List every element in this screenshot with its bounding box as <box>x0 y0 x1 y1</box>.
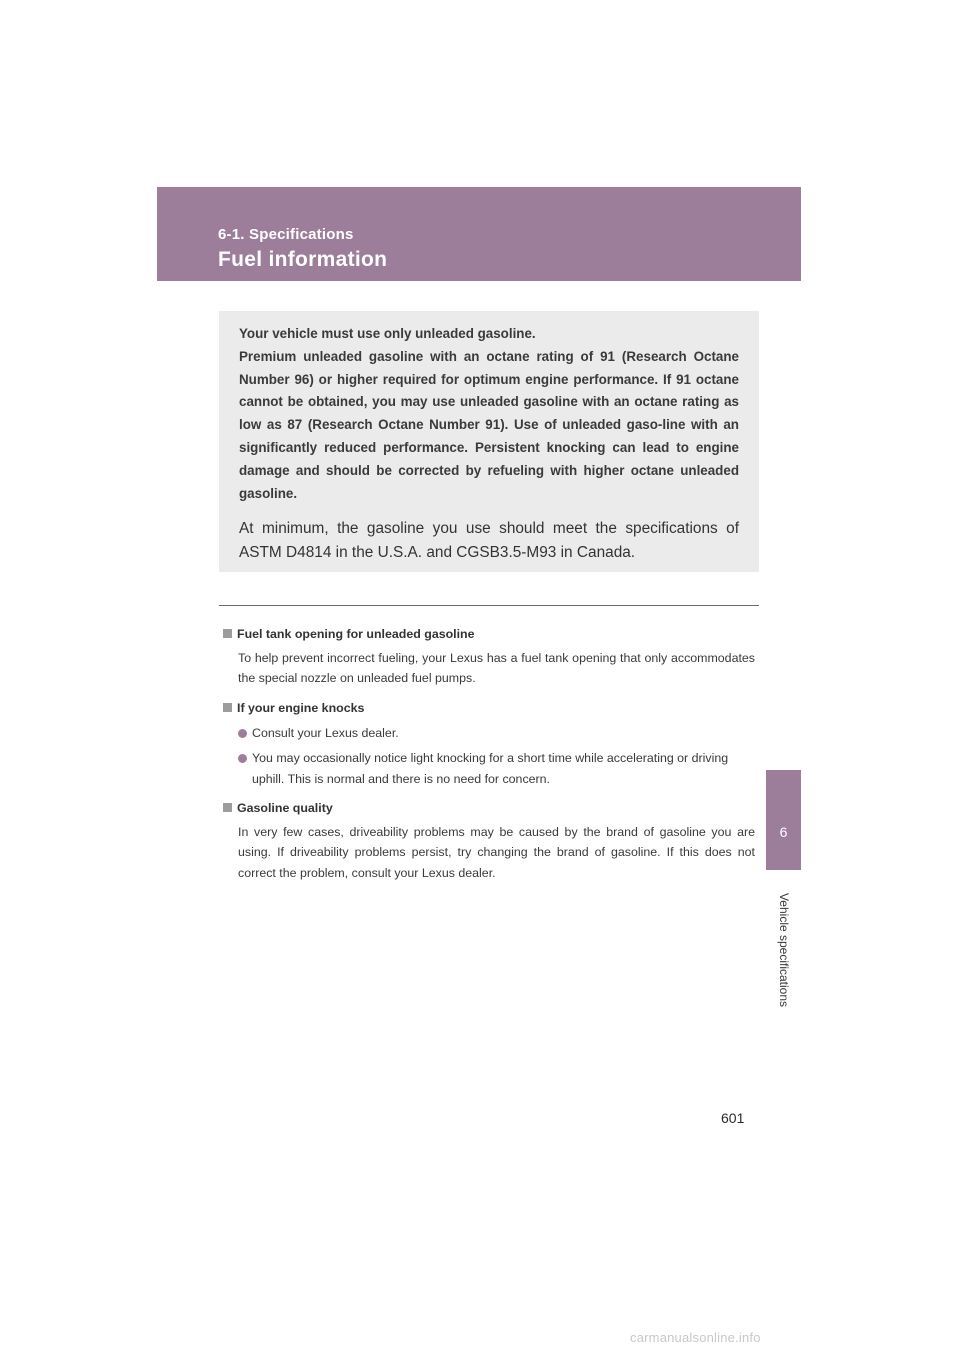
circle-bullet-icon <box>238 754 247 763</box>
note-body: In very few cases, driveability problems may be caused by the brand of gasoline you are using. If driveability problems persist, try changing the brand of gasoline. If this does not correct the problem, consult your Lexus dealer. <box>238 825 755 880</box>
watermark: carmanualsonline.info <box>630 1330 761 1345</box>
list-item-text: Consult your Lexus dealer. <box>252 725 399 740</box>
note-engine-knocks <box>223 698 755 789</box>
list-item <box>238 748 755 789</box>
section-divider <box>219 605 759 606</box>
list-item <box>238 723 755 743</box>
note-heading <box>223 624 755 644</box>
note-gasoline-quality <box>223 798 755 883</box>
info-box <box>219 311 759 572</box>
note-heading <box>223 798 755 818</box>
list-item-text: You may occasionally notice light knocking for a short time while accelerating or driving uphill. This is normal and there is no need for concern. <box>252 751 729 786</box>
note-body: To help prevent incorrect fueling, your Lexus has a fuel tank opening that only accommodates the special nozzle on unleaded fuel pumps. <box>238 651 755 686</box>
chapter-tab <box>766 770 801 870</box>
chapter-tab-label: Vehicle specifications <box>777 892 791 1008</box>
notes-section <box>223 624 755 892</box>
page-number: 601 <box>721 1110 745 1126</box>
note-heading-text: Gasoline quality <box>237 801 333 816</box>
page-title: Fuel information <box>218 248 388 271</box>
section-label: 6-1. Specifications <box>218 226 354 243</box>
info-box-paragraph: Premium unleaded gasoline with an octane rating of 91 (Research Octane Number 96) or higher required for optimum engine performance. If 91 octane cannot be obtained, you may use unleaded gasoline with an octane rating as low as 87 (Research Octane Number 91). Use of unleaded gaso-line with an significantly reduced performance. Persistent knocking can lead to engine damage and should be corrected by refueling with higher octane unleaded gasoline. <box>239 348 739 501</box>
square-bullet-icon <box>223 803 232 812</box>
circle-bullet-icon <box>238 729 247 738</box>
chapter-tab-number: 6 <box>779 824 788 840</box>
note-fuel-tank-opening <box>223 624 755 689</box>
square-bullet-icon <box>223 703 232 712</box>
note-heading-text: If your engine knocks <box>237 700 365 715</box>
square-bullet-icon <box>223 629 232 638</box>
info-box-spec: At minimum, the gasoline you use should meet the specifications of ASTM D4814 in the U.S.A. and CGSB3.5-M93 in Canada. <box>239 520 739 561</box>
info-box-lead: Your vehicle must use only unleaded gasoline. <box>239 326 536 341</box>
note-heading-text: Fuel tank opening for unleaded gasoline <box>237 627 475 641</box>
note-heading <box>223 698 755 718</box>
